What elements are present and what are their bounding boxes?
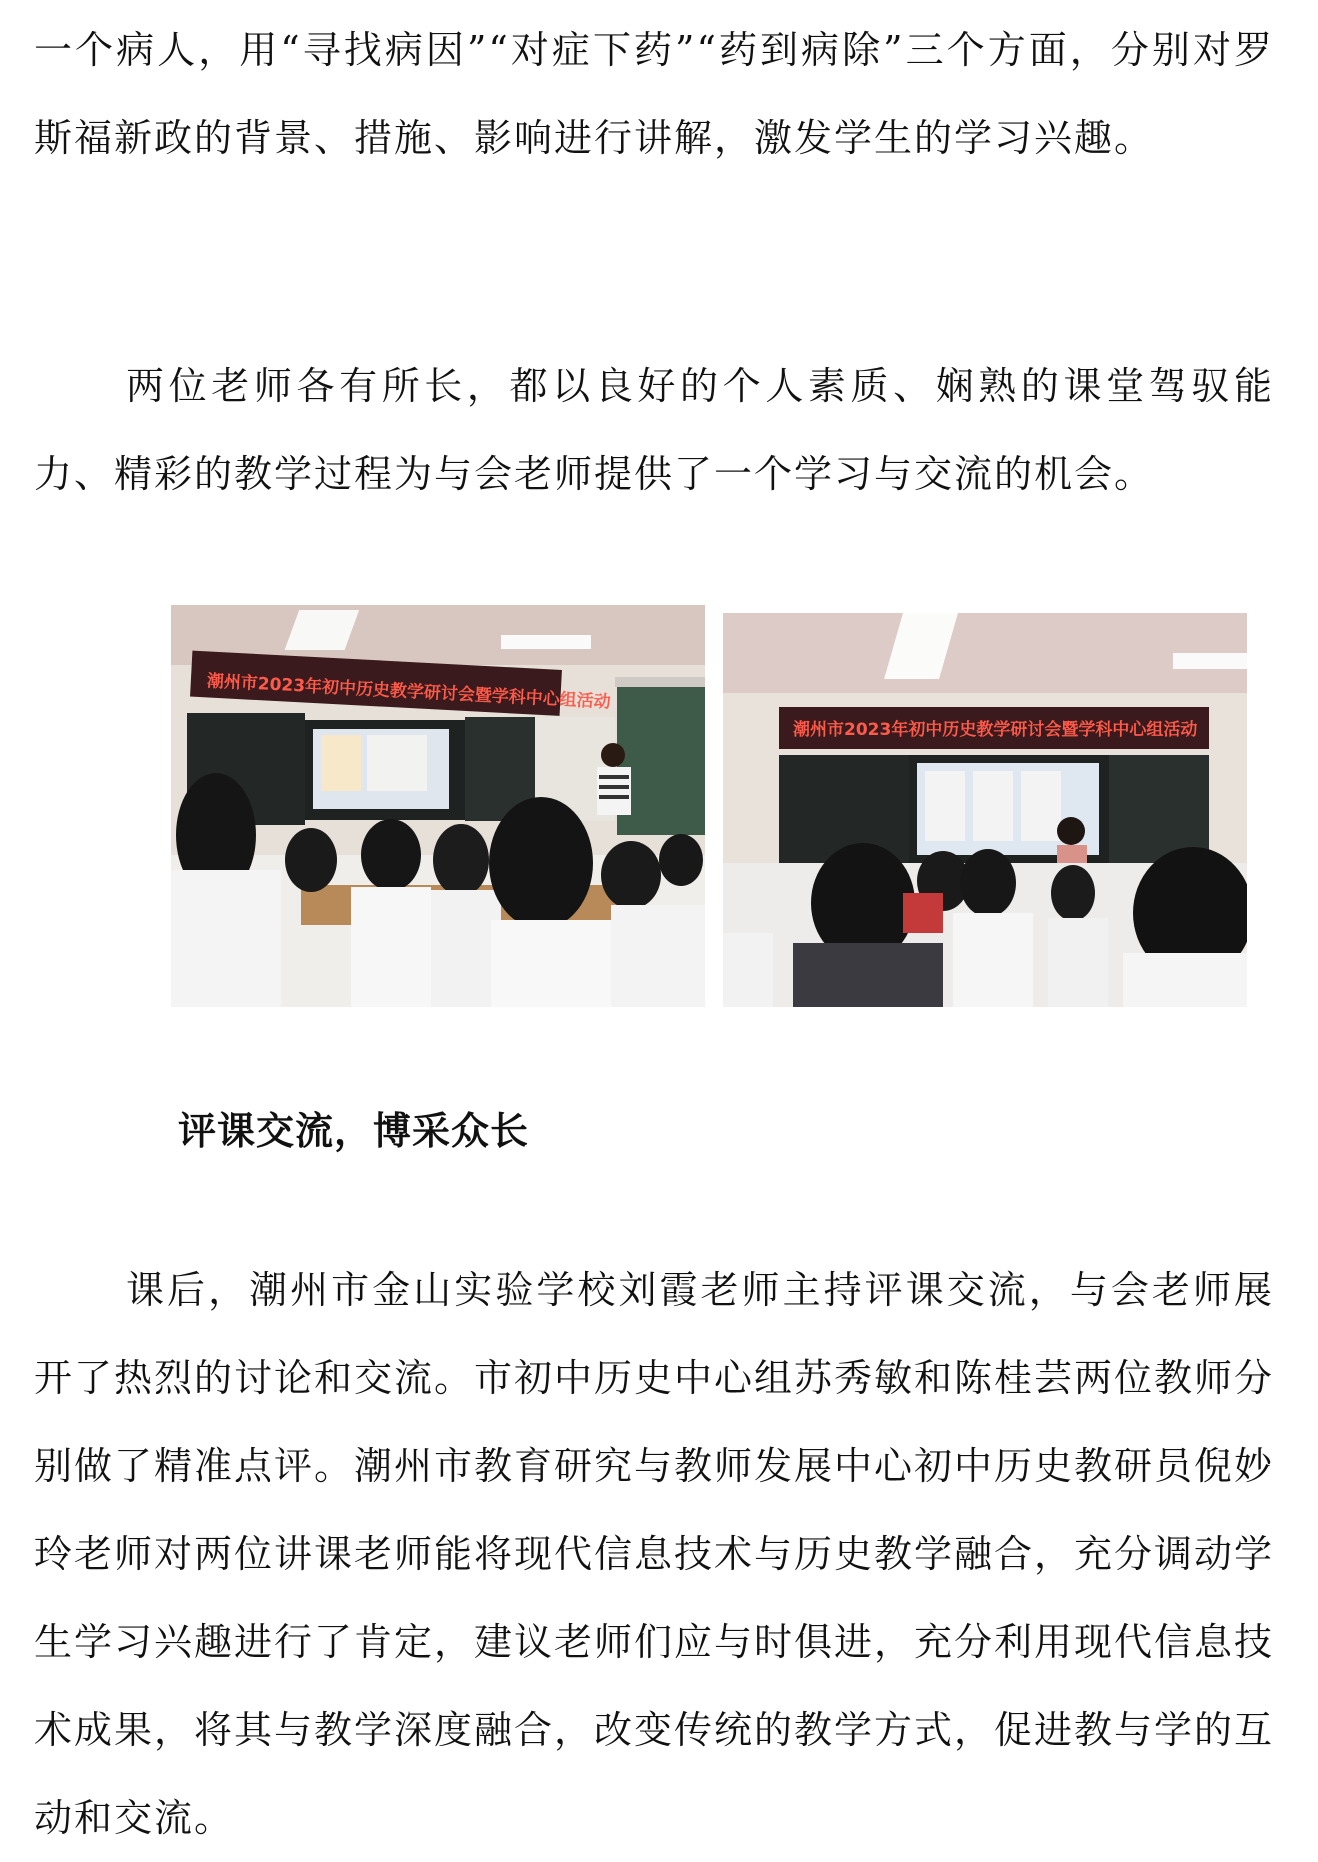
photo-right-banner: 潮州市2023年初中历史教学研讨会暨学科中心组活动 — [793, 720, 1198, 740]
classroom-photo-left-image — [171, 605, 705, 1007]
paragraph-review-exchange: 课后，潮州市金山实验学校刘霞老师主持评课交流，与会老师展开了热烈的讨论和交流。市初中历史中心组苏秀敏和陈桂芸两位教师分别做了精准点评。潮州市教育研究与教师发展中心初中历史教研员倪妙玲老师对两位讲课老师能将现代信息技术与历史教学融合，充分调动学生学习兴趣进行了肯定，建议老师们应与时俱进，充分利用现代信息技术成果，将其与教学深度融合，改变传统的教学方式，促进教与学的互动和交流。 — [34, 1268, 1275, 1840]
section-heading: 评课交流，博采众长 — [178, 1109, 530, 1153]
photo-left-banner: 潮州市2023年初中历史教学研讨会暨学科中心组活动 — [206, 671, 612, 713]
paragraph-teachers-summary: 两位老师各有所长，都以良好的个人素质、娴熟的课堂驾驭能力、精彩的教学过程为与会老师提供了一个学习与交流的机会。 — [34, 364, 1274, 496]
classroom-photo-right — [723, 613, 1247, 1007]
paragraph-intro-end: 一个病人，用“寻找病因”“对症下药”“药到病除”三个方面，分别对罗斯福新政的背景、措施、影响进行讲解，激发学生的学习兴趣。 — [34, 28, 1274, 160]
classroom-photo-left — [171, 605, 705, 1007]
classroom-photo-right-image — [723, 613, 1247, 1007]
